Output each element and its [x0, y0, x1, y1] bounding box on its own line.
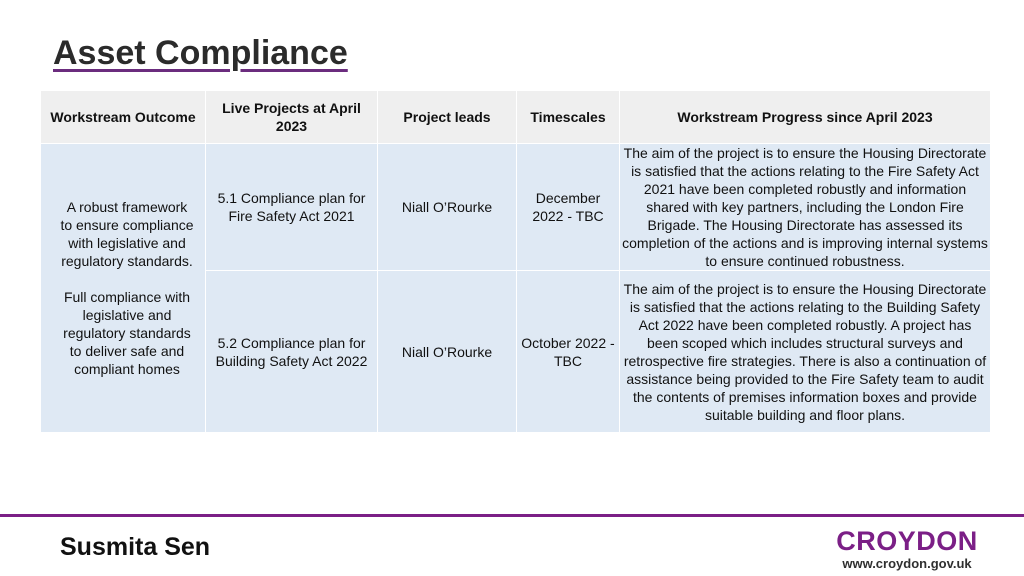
timescale-cell: October 2022 - TBC	[517, 271, 620, 433]
workstream-outcome-cell	[41, 144, 206, 433]
outcome-paragraph-2: Full compliance with legislative and regulatory standards to deliver safe and compliant homes	[63, 289, 191, 377]
logo-url: www.croydon.gov.uk	[842, 556, 972, 571]
header-project-leads: Project leads	[378, 91, 517, 144]
page-title: Asset Compliance	[53, 34, 348, 72]
table-row	[41, 144, 991, 271]
croydon-logo	[836, 526, 978, 572]
outcome-paragraph-1: A robust framework to ensure compliance with legislative and regulatory standards.	[60, 199, 194, 269]
logo-wordmark: CROYDON	[836, 526, 978, 556]
header-workstream-progress: Workstream Progress since April 2023	[620, 91, 991, 144]
header-live-projects: Live Projects at April 2023	[206, 91, 378, 144]
project-cell: 5.2 Compliance plan for Building Safety Act 2022	[206, 271, 378, 433]
lead-cell: Niall O’Rourke	[378, 271, 517, 433]
project-cell: 5.1 Compliance plan for Fire Safety Act 2021	[206, 144, 378, 271]
progress-cell: The aim of the project is to ensure the Housing Directorate is satisfied that the actions relating to the Building Safety Act 2022 have been completed robustly. A project has been scoped which includes structural surveys and retrospective fire strategies. There is also a continuation of assistance being provided to the Fire Safety team to audit the contents of premises information boxes and provide suitable building and floor plans.	[620, 271, 991, 433]
header-workstream-outcome: Workstream Outcome	[41, 91, 206, 144]
author-name: Susmita Sen	[60, 533, 211, 561]
lead-cell: Niall O’Rourke	[378, 144, 517, 271]
compliance-table	[40, 90, 991, 433]
progress-cell: The aim of the project is to ensure the Housing Directorate is satisfied that the actions relating to the Fire Safety Act 2021 have been completed robustly and information shared with key partners, including the London Fire Brigade. The Housing Directorate has assessed its completion of the actions and is improving internal systems to ensure continued robustness.	[620, 144, 991, 271]
footer-divider	[0, 514, 1024, 517]
table-header-row	[41, 91, 991, 144]
timescale-cell: December 2022 - TBC	[517, 144, 620, 271]
header-timescales: Timescales	[517, 91, 620, 144]
